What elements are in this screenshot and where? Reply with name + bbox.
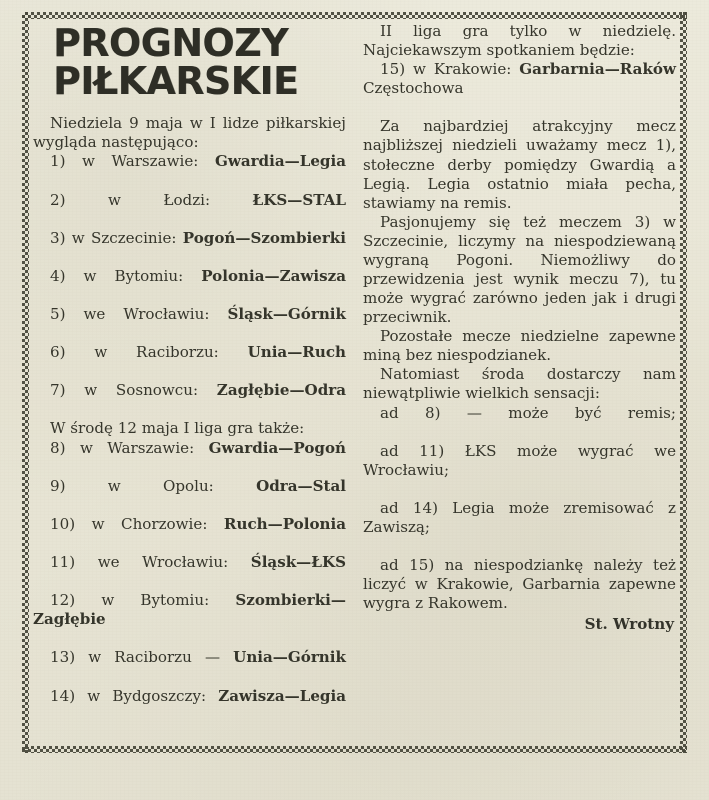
fixture-teams: Ruch—Polonia bbox=[223, 514, 346, 533]
commentary-paragraph: Za najbardziej atrakcyjny mecz najbliższej niedzieli uważamy mecz 1), stołeczne derby pomiędzy Gwardią a Legią. Legia ostatnio miała pecha, stawiamy na remis. bbox=[363, 117, 676, 212]
fixture-teams: Odra—Stal bbox=[256, 476, 346, 495]
fixture-number: 10) bbox=[50, 514, 92, 533]
fixture-teams-suffix: Częstochowa bbox=[363, 79, 464, 98]
fixture-number: 13) bbox=[50, 648, 89, 667]
headline-line-2: PIŁKARSKIE bbox=[53, 58, 299, 103]
fixture-number: 4) bbox=[50, 266, 84, 285]
prediction-line: ad 11) ŁKS może wygrać we Wrocławiu; bbox=[363, 441, 676, 479]
fixture-venue: w Sosnowcu: bbox=[84, 381, 217, 400]
headline-line-1: PROGNOZY bbox=[53, 21, 288, 65]
author-signature: St. Wrotny bbox=[584, 615, 674, 634]
decorative-border-top bbox=[22, 12, 687, 19]
fixture-number: 7) bbox=[50, 381, 85, 400]
fixture-venue: we Wrocławiu: bbox=[97, 553, 251, 572]
fixture-teams: Gwardia—Pogoń bbox=[208, 438, 346, 457]
commentary-paragraph: Natomiast środa dostarczy nam niewątpliwie wielkich sensacji: bbox=[363, 365, 676, 403]
fixture-teams: Śląsk—Górnik bbox=[227, 305, 346, 323]
fixture-teams: Polonia—Zawisza bbox=[201, 266, 347, 285]
fixture-row bbox=[33, 477, 346, 515]
fixture-teams: Zawisza—Legia bbox=[218, 686, 346, 705]
fixture-row bbox=[33, 648, 346, 686]
fixture-row bbox=[33, 267, 346, 305]
article-content bbox=[33, 22, 676, 742]
fixture-number: 15) bbox=[380, 60, 414, 79]
fixture-teams: Garbarnia—Raków bbox=[519, 60, 676, 79]
fixture-row bbox=[33, 439, 346, 477]
fixture-row bbox=[33, 152, 346, 190]
commentary-paragraph: Pasjonujemy się też meczem 3) w Szczecinie, liczymy na niespodziewaną wygraną Pogoni. Niemożliwy do przewidzenia jest wynik meczu 7), tu może wygrać zarówno jeden jak i drugi przeciwnik. bbox=[363, 212, 676, 327]
fixture-row bbox=[33, 591, 346, 648]
fixture-number: 6) bbox=[50, 343, 95, 362]
decorative-border-bottom bbox=[22, 746, 687, 753]
second-league-note: II liga gra tylko w niedzielę. Najciekawszym spotkaniem będzie: bbox=[363, 22, 676, 60]
fixture-row bbox=[33, 553, 346, 591]
midweek-fixture-list bbox=[33, 439, 346, 725]
midweek-note: W środę 12 maja I liga gra także: bbox=[50, 419, 305, 438]
fixture-teams: Zagłębie—Odra bbox=[216, 381, 346, 400]
fixture-number: 8) bbox=[50, 438, 80, 457]
fixture-venue: w Chorzowie: bbox=[91, 514, 224, 533]
fixture-venue: w Warszawie: bbox=[79, 438, 209, 457]
fixture-venue: w Bytomiu: bbox=[101, 591, 236, 610]
decorative-border-left bbox=[22, 12, 29, 753]
sunday-fixture-list bbox=[33, 152, 346, 419]
fixture-number: 12) bbox=[50, 591, 102, 610]
fixture-number: 9) bbox=[50, 476, 108, 495]
fixture-number: 3) bbox=[50, 228, 72, 247]
fixture-venue: w Warszawie: bbox=[82, 152, 215, 171]
prediction-line: ad 14) Legia może zremisować z Zawiszą; bbox=[363, 498, 676, 537]
second-league-fixture bbox=[363, 60, 676, 117]
fixture-row bbox=[33, 229, 346, 267]
fixture-row bbox=[33, 515, 346, 553]
fixture-number: 11) bbox=[50, 553, 98, 572]
fixture-number: 5) bbox=[50, 305, 84, 323]
fixture-number: 14) bbox=[50, 686, 88, 705]
fixture-teams: ŁKS—STAL bbox=[252, 190, 346, 209]
right-column bbox=[363, 22, 676, 742]
left-column bbox=[33, 22, 346, 742]
fixture-venue: w Opolu: bbox=[107, 476, 257, 495]
intro-paragraph: Niedziela 9 maja w I lidze piłkarskiej wygląda następująco: bbox=[33, 114, 346, 152]
prediction-line: ad 8) — może być remis; bbox=[380, 403, 676, 422]
fixture-venue: w Łodzi: bbox=[107, 190, 253, 209]
commentary-paragraphs bbox=[363, 117, 676, 403]
fixture-venue: w Bytomiu: bbox=[83, 266, 202, 285]
fixture-teams: Gwardia—Legia bbox=[214, 152, 346, 171]
fixture-venue: w Krakowie: bbox=[413, 60, 520, 79]
fixture-venue: w Raciborzu — bbox=[88, 648, 234, 667]
fixture-row bbox=[363, 60, 676, 117]
fixture-row bbox=[33, 305, 346, 343]
fixture-row bbox=[33, 343, 346, 381]
decorative-border-right bbox=[680, 12, 687, 753]
fixture-venue: w Szczecinie: bbox=[71, 228, 183, 247]
fixture-teams: Unia—Ruch bbox=[247, 343, 346, 362]
prediction-list bbox=[363, 404, 676, 614]
fixture-number: 1) bbox=[50, 152, 83, 171]
fixture-row bbox=[33, 687, 346, 725]
fixture-row bbox=[33, 191, 346, 229]
fixture-teams: Szombierki—Zagłębie bbox=[33, 591, 346, 629]
fixture-number: 2) bbox=[50, 190, 108, 209]
article-headline bbox=[53, 21, 346, 103]
prediction-line: ad 15) na niespodziankę należy też liczyć w Krakowie, Garbarnia zapewne wygra z Rakowem. bbox=[363, 556, 676, 613]
fixture-teams: Pogoń—Szombierki bbox=[182, 228, 346, 247]
fixture-venue: w Bydgoszczy: bbox=[87, 686, 219, 705]
fixture-venue: w Raciborzu: bbox=[94, 343, 248, 362]
fixture-teams: Unia—Górnik bbox=[233, 648, 346, 667]
commentary-paragraph: Pozostałe mecze niedzielne zapewne miną bez niespodzianek. bbox=[363, 327, 676, 365]
fixture-teams: Śląsk—ŁKS bbox=[250, 553, 346, 572]
fixture-row bbox=[33, 381, 346, 419]
fixture-venue: we Wrocławiu: bbox=[83, 305, 228, 323]
